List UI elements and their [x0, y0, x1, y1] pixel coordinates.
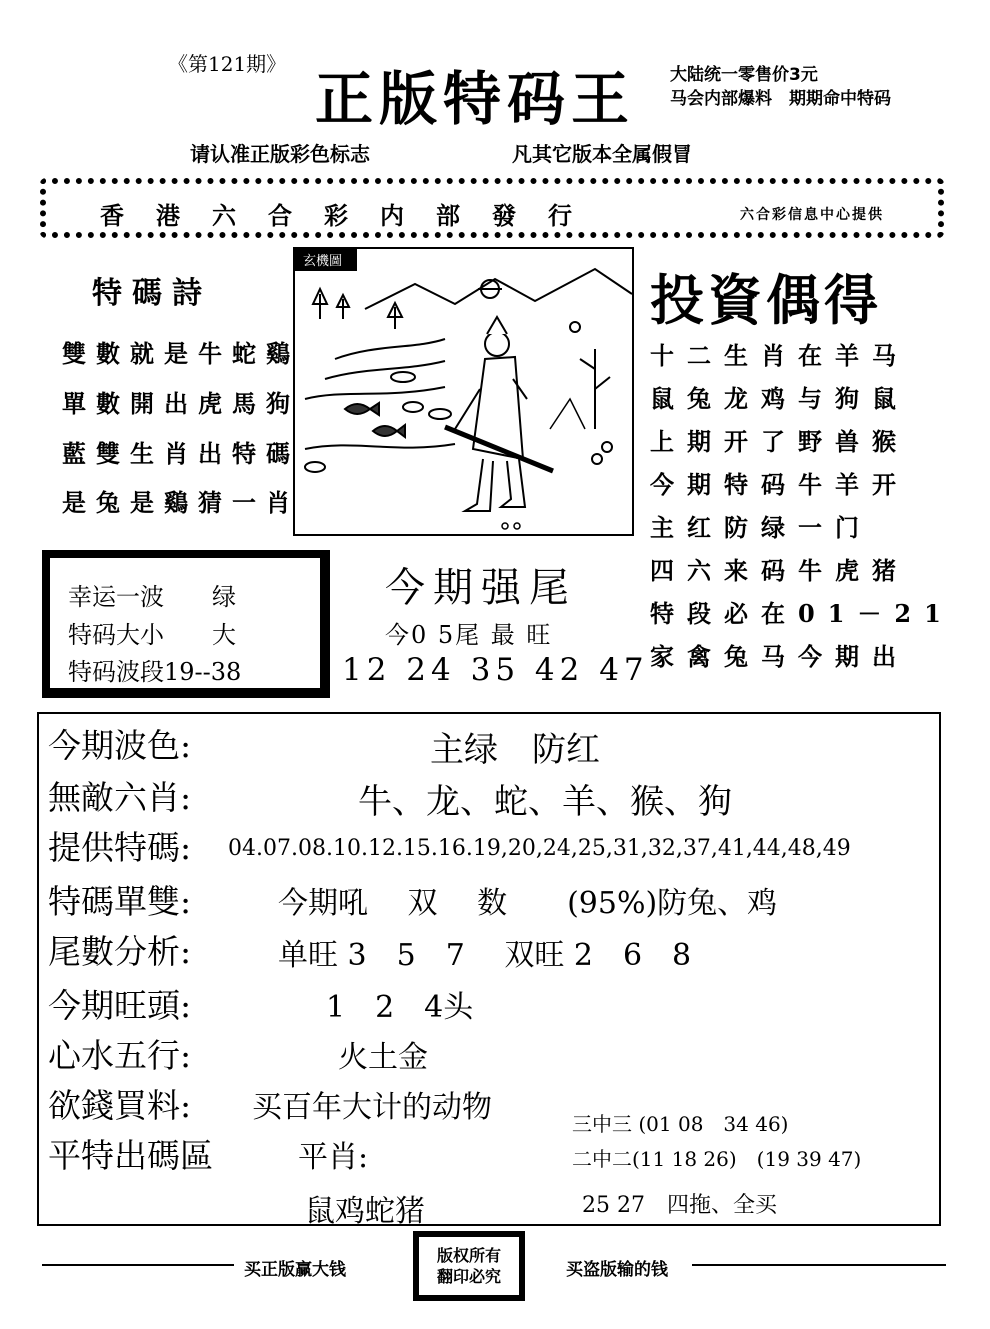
element-value: 火土金	[338, 1040, 428, 1075]
zone-label: 平特出碼區	[48, 1136, 213, 1175]
tagline: 马会内部爆料 期期命中特码	[670, 89, 891, 109]
codes-value: 04.07.08.10.12.15.16.19,20,24,25,31,32,37,41,44,48,49	[228, 836, 851, 861]
three-in-three: 三中三 (01 08 34 46)	[572, 1112, 789, 1136]
tail-value: 单旺 3 5 7 双旺 2 6 8	[278, 938, 692, 973]
footer-rule-left	[42, 1264, 234, 1266]
counterfeit-notice: 凡其它版本全属假冒	[512, 142, 692, 166]
riddle-illustration	[293, 247, 634, 536]
lucky-size: 特码大小 大	[68, 621, 236, 649]
zone-value: 平肖:	[298, 1140, 369, 1175]
invest-line: 十二生肖在羊马	[650, 341, 909, 370]
tail-label: 尾數分析:	[48, 932, 192, 971]
invest-line: 家禽兔马今期出	[650, 642, 909, 671]
poem-line: 是兔是鷄猜一肖	[62, 488, 300, 517]
issue-number: 《第121期》	[168, 52, 287, 76]
lucky-wave: 幸运一波 绿	[68, 583, 236, 611]
six-zodiac-value: 牛、龙、蛇、羊、猴、狗	[358, 782, 732, 822]
invest-line: 四六来码牛虎猪	[650, 556, 909, 585]
price-note: 大陆统一零售价3元	[670, 65, 818, 85]
copyright-line: 翻印必究	[436, 1267, 501, 1286]
element-label: 心水五行:	[48, 1036, 192, 1075]
invest-title: 投資偶得	[650, 268, 882, 332]
poem-line: 單數開出虎馬狗	[62, 389, 300, 418]
invest-line: 主红防绿一门	[650, 513, 872, 542]
wave-label: 今期波色:	[48, 726, 192, 765]
lucky-range: 特码波段19--38	[68, 658, 242, 686]
final-zodiac: 鼠鸡蛇猪	[305, 1194, 425, 1229]
wave-value: 主绿 防红	[430, 730, 600, 770]
head-value: 1 2 4头	[326, 990, 474, 1025]
banner-sub-text: 六合彩信息中心提供	[740, 207, 884, 223]
strong-tail-title: 今期强尾	[385, 565, 577, 611]
footer-right-slogan: 买盗版输的钱	[566, 1260, 668, 1280]
buy-value: 买百年大计的动物	[252, 1090, 492, 1125]
two-in-two: 二中二(11 18 26) (19 39 47)	[572, 1147, 862, 1171]
head-label: 今期旺頭:	[48, 986, 192, 1025]
buy-label: 欲錢買料:	[48, 1086, 192, 1125]
final-numbers: 25 27 四拖、全买	[582, 1193, 777, 1218]
copyright-box	[413, 1231, 525, 1301]
page-title: 正版特码王	[315, 65, 636, 133]
invest-line: 鼠兔龙鸡与狗鼠	[650, 384, 909, 413]
codes-label: 提供特碼:	[48, 828, 192, 867]
poem-line: 雙數就是牛蛇鷄	[62, 339, 300, 368]
illustration-drawing	[295, 249, 632, 534]
strong-tail-sub: 今0 5尾 最 旺	[385, 621, 553, 649]
invest-line: 上期开了野兽猴	[650, 427, 909, 456]
footer-left-slogan: 买正版赢大钱	[244, 1260, 346, 1280]
strong-tail-numbers: 12 24 35 42 47	[342, 652, 649, 688]
parity-label: 特碼單雙:	[48, 882, 192, 921]
banner-main-text: 香港六合彩内部發行	[100, 201, 604, 230]
invest-line: 今期特码牛羊开	[650, 470, 909, 499]
poem-line: 藍雙生肖出特碼	[62, 439, 300, 468]
stamp-label: 玄機圖	[303, 254, 343, 269]
poem-title: 特碼詩	[92, 276, 212, 311]
copyright-line: 版权所有	[436, 1246, 501, 1265]
footer-rule-right	[692, 1264, 946, 1266]
authenticity-notice: 请认准正版彩色标志	[190, 142, 370, 166]
invest-line: 特段必在01－21	[650, 599, 954, 628]
parity-value: 今期吼 双 数 (95%)防兔、鸡	[278, 886, 778, 921]
six-zodiac-label: 無敵六肖:	[48, 778, 192, 817]
